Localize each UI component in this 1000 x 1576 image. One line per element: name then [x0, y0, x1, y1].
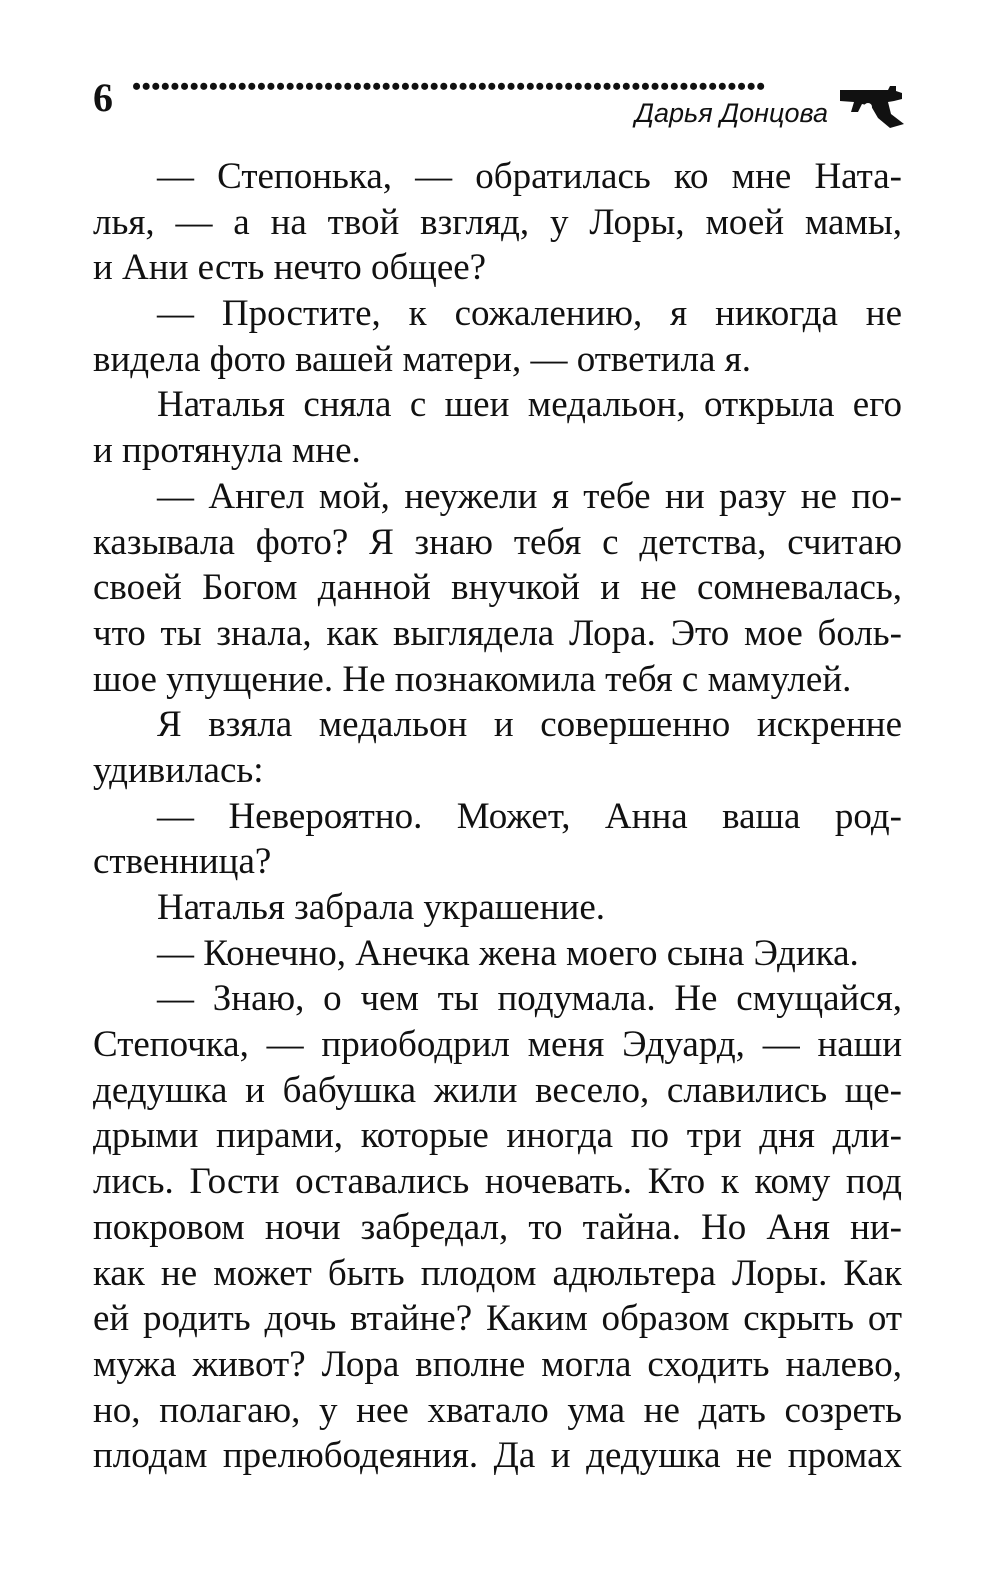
text-line: Я взяла медальон и совершенно искренне [157, 704, 902, 746]
text-line: — Знаю, о чем ты подумала. Не смущайся, [157, 978, 902, 1020]
text-line: — Ангел мой, неужели я тебе ни разу не по- [157, 475, 902, 517]
text-line: ей родить дочь втайне? Каким образом скрыть от [93, 1298, 902, 1340]
text-line: дрыми пирами, которые иногда по три дня дли- [93, 1115, 902, 1157]
running-header-author: Дарья Донцова [634, 98, 828, 128]
text-line: но, полагаю, у нее хватало ума не дать созреть [93, 1389, 902, 1431]
text-line: плодам прелюбодеяния. Да и дедушка не промах [93, 1435, 902, 1477]
text-line: ственница? [93, 841, 272, 883]
text-line: дедушка и бабушка жили весело, славились ще- [93, 1069, 902, 1111]
text-line: казывала фото? Я знаю тебя с детства, считаю [93, 521, 902, 563]
text-line: Степочка, — приободрил меня Эдуард, — наши [93, 1024, 902, 1066]
text-line: Наталья сняла с шеи медальон, открыла его [157, 384, 902, 426]
text-line: лья, — а на твой взгляд, у Лоры, моей мамы, [93, 201, 902, 243]
text-line: своей Богом данной внучкой и не сомневалась, [93, 567, 902, 609]
text-line: и протянула мне. [93, 430, 361, 472]
text-line: покровом ночи забредал, то тайна. Но Аня ни- [93, 1206, 902, 1248]
text-line: Наталья забрала украшение. [157, 887, 605, 928]
text-line: — Конечно, Анечка жена моего сына Эдика. [157, 932, 859, 974]
text-line: лись. Гости оставались ночевать. Кто к кому под [93, 1161, 902, 1203]
text-line: и Ани есть нечто общее? [93, 247, 487, 289]
text-line: удивилась: [93, 749, 264, 791]
text-line: мужа живот? Лора вполне могла сходить налево, [93, 1343, 902, 1385]
pistol-icon [838, 82, 906, 130]
text-line: как не может быть плодом адюльтера Лоры. Как [93, 1252, 902, 1294]
text-line: видела фото вашей матери, — ответила я. [93, 338, 751, 380]
header-dotted-rule: •••••••••••••••••••••••••••••••••••••••••••••••••••••••••••••••••• [132, 74, 766, 100]
page-number: 6 [93, 75, 113, 120]
text-line: — Степонька, — обратилась ко мне Ната- [157, 156, 902, 197]
text-line: что ты знала, как выглядела Лора. Это мое боль- [93, 612, 902, 654]
text-line: — Невероятно. Может, Анна ваша род- [157, 795, 902, 837]
body-text [93, 154, 902, 1479]
text-line: шое упущение. Не познакомила тебя с мамулей. [93, 658, 852, 700]
text-line: — Простите, к сожалению, я никогда не [157, 293, 902, 335]
